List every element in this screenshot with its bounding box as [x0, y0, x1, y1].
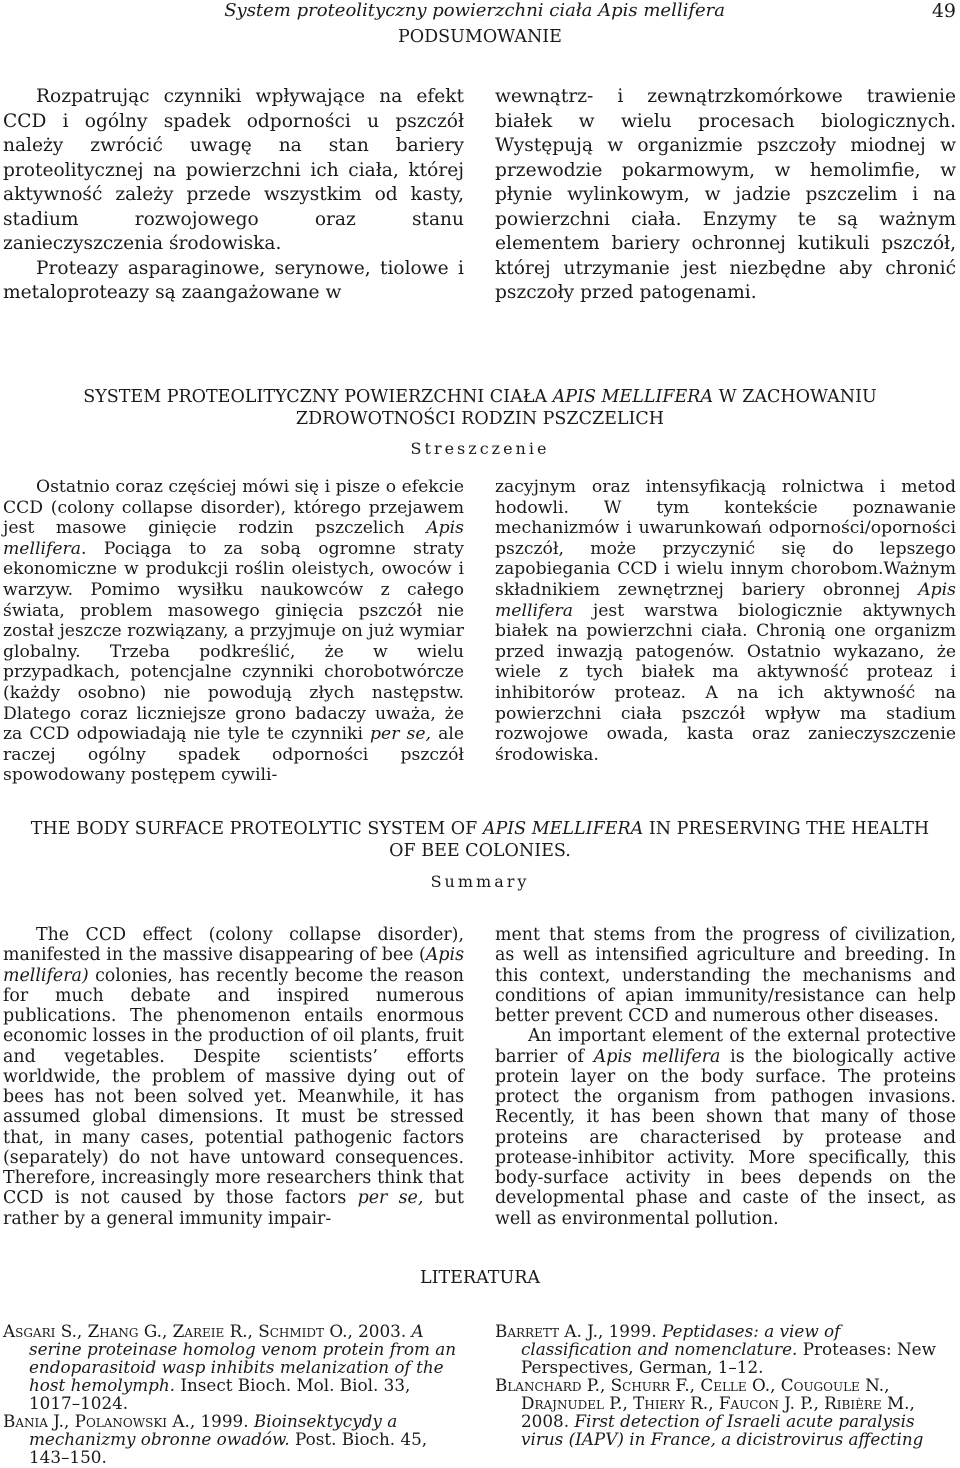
page-number: 49: [931, 0, 956, 22]
reference-authors: Bania J., Polanowski A., 1999.: [3, 1411, 249, 1431]
pl-abstract-paragraph-1: [3, 477, 464, 786]
podsumowanie-paragraph-3: wewnątrz- i zewnątrzkomórkowe trawienie białek w wielu procesach biologicznych. Występują w organizmie pszczoły miodnej w przewodzie pokarmowym, w hemolimfie, w płynie wylinkowym, w jadzie pszczelim i na powierzchni ciała. Enzymy te są ważnym elementem bariery ochronnej kutikuli pszczół, której utrzymanie jest niezbędne aby chronić pszczoły przed patogenami.: [495, 86, 956, 303]
en-title-part-2: IN PRESERVING THE HEALTH: [643, 819, 930, 839]
en-abs-text-d: An important element of the external protective barrier of: [495, 1026, 956, 1067]
en-abs-text-b: colonies, has recently become the reason for much debate and inspired numerous publications. The phenomenon entails enormous economic losses in the production of oil plants, fruit and vegetables. Despite scientists’ efforts worldwide, the problem of massive dying out of bees has not been solved yet. Meanwhile, it has assumed global dimensions. It must be stressed that, in many cases, potential pathogenic factors (separately) do not have untoward consequences. Therefore, increasingly more researchers think that CCD is not caused by those factors: [3, 965, 464, 1209]
pl-abs-text-d: zacyjnym oraz intensyfikacją rolnictwa i metod hodowli. W tym kontekście poznawanie mechanizmów i uwarunkowań odporności/oporności pszczół, może przyczynić się do lepszego zapobiegania CCD i wielu innym chorobom.Ważnym składnikiem zewnętrznej bariery obronnej: [495, 477, 956, 600]
en-abstract-subtitle: Summary: [430, 872, 530, 891]
en-abs-per-se: per se,: [357, 1188, 424, 1209]
reference-title: Peptidases: a view of classification and nomenclature.: [521, 1321, 841, 1359]
reference-title: First detection of Israeli acute paralysis virus (IAPV) in France, a dicistrovirus affecting: [521, 1411, 924, 1449]
en-abstract-title-line-2: OF BEE COLONIES.: [389, 841, 571, 861]
pl-abs-text-a: Ostatnio coraz częściej mówi się i pisze o efekcie CCD (colony collapse disorder), którego przejawem jest masowe ginięcie rodzin pszczelich: [3, 477, 464, 539]
reference-source: Insect Bioch. Mol. Biol. 33, 1017–1024.: [29, 1375, 411, 1413]
pl-abstract-right-column: [495, 477, 956, 765]
references-left-column: [3, 1322, 464, 1466]
pl-abs-per-se: per se,: [370, 724, 431, 745]
podsumowanie-right-column: [495, 85, 956, 306]
pl-title-part-1: SYSTEM PROTEOLITYCZNY POWIERZCHNI CIAŁA: [83, 387, 553, 407]
podsumowanie-heading: PODSUMOWANIE: [398, 27, 562, 47]
pl-abs-text-c: ale raczej ogólny spadek odporności pszczół spowodowany postępem cywili-: [3, 724, 464, 786]
reference-barrett: [495, 1322, 956, 1376]
en-title-species: APIS MELLIFERA: [482, 819, 644, 839]
pl-abs-text-e: jest warstwa biologicznie aktywnych białek na powierzchni ciała. Chronią one organizm przed inwazją patogenów. Ostatnio wykazano, że wiele z tych białek ma aktywność proteaz i inhibitorów proteaz. A na ich aktywność na powierzchni ciała pszczół wpływ ma stadium rozwojowe owada, kasta oraz zanieczyszczenie środowiska.: [495, 600, 956, 765]
reference-asgari: [3, 1322, 464, 1412]
pl-abs-text-b: . Pociąga to za sobą ogromne straty ekonomiczne w produkcji roślin oleistych, owoców i warzyw. Pomimo wysiłku naukowców z całego świata, problem masowego ginięcia pszczół nie został jeszcze rozwiązany, a przyjmuje on już wymiar globalny. Trzeba podkreślić, że w wielu przypadkach, potencjalne czynniki chorobotwórcze (każdy osobno) nie powodują złych następstw. Dlatego coraz liczniejsze grono badaczy uważa, że za CCD odpowiadają nie tyle te czynniki: [3, 538, 464, 745]
en-abs-text-c: but rather by a general immunity impair-: [3, 1188, 464, 1229]
podsumowanie-paragraph-2: Proteazy asparaginowe, serynowe, tiolowe i metaloproteazy są zaangażowane w: [3, 257, 464, 303]
en-abs-species-2: Apis mellifera: [593, 1046, 721, 1067]
running-header: [0, 0, 960, 22]
reference-bania: [3, 1412, 464, 1466]
pl-abs-species-2: Apis mellifera: [495, 579, 956, 621]
en-abs-species: Apis mellifera): [3, 945, 464, 986]
reference-authors: Asgari S., Zhang G., Zareie R., Schmidt O., 2003.: [3, 1321, 407, 1341]
literatura-heading: LITERATURA: [419, 1268, 541, 1288]
en-abstract-right-column: [495, 925, 956, 1229]
en-abs-text-a: The CCD effect (colony collapse disorder), manifested in the massive disappearing of bee (: [3, 925, 464, 966]
reference-title: A serine proteinase homolog venom protein from an endoparasitoid wasp inhibits melanization of the host hemolymph.: [29, 1321, 457, 1395]
reference-authors: Barrett A. J., 1999.: [495, 1321, 657, 1341]
reference-title: Bioinsektycydy a mechanizmy obronne owadów.: [29, 1411, 398, 1449]
reference-source: Proteases: New Perspectives, German, 1–12.: [521, 1339, 936, 1377]
en-abstract-paragraph-1: [3, 925, 464, 1229]
en-abstract-paragraph-2: ment that stems from the progress of civilization, as well as intensified agriculture and breeding. In this context, understanding the mechanisms and conditions of apian immunity/resistance can help better prevent CCD and numerous other diseases.: [495, 925, 956, 1026]
pl-abstract-title-line-2: ZDROWOTNOŚCI RODZIN PSZCZELICH: [295, 409, 665, 429]
pl-abstract-title: [0, 386, 960, 408]
reference-authors: Blanchard P., Schurr F., Celle O., Cougoule N., Drajnudel P., Thiery R., Faucon J. P., Ribière M., 2008.: [495, 1375, 915, 1431]
en-title-part-1: THE BODY SURFACE PROTEOLYTIC SYSTEM OF: [30, 819, 483, 839]
references-right-column: [495, 1322, 956, 1448]
reference-source: Post. Bioch. 45, 143–150.: [29, 1429, 428, 1467]
podsumowanie-left-column: [3, 85, 464, 306]
pl-title-species: APIS MELLIFERA: [552, 387, 714, 407]
en-abstract-paragraph-3: [495, 1026, 956, 1229]
en-abs-text-e: is the biologically active protein layer on the body surface. The proteins protect the organism from pathogen invasions. Recently, it has been shown that many of those proteins are characterised by protease and protease-inhibitor activity. More specifically, this body-surface activity in bees depends on the developmental phase and caste of the insect, as well as environmental pollution.: [495, 1046, 956, 1229]
en-abstract-title: [0, 818, 960, 840]
pl-abstract-paragraph-2: [495, 477, 956, 765]
en-abstract-left-column: [3, 925, 464, 1229]
pl-title-part-2: W ZACHOWANIU: [713, 387, 877, 407]
running-title: System proteolityczny powierzchni ciała Apis mellifera: [224, 0, 725, 21]
pl-abstract-subtitle: Streszczenie: [410, 439, 550, 458]
reference-blanchard: [495, 1376, 956, 1448]
pl-abstract-left-column: [3, 477, 464, 786]
pl-abs-species: Apis mellifera: [3, 518, 464, 559]
podsumowanie-paragraph-1: Rozpatrując czynniki wpływające na efekt CCD i ogólny spadek odporności u pszczół należy zwrócić uwagę na stan bariery proteolitycznej na powierzchni ich ciała, której aktywność zależy przede wszystkim od kasty, stadium rozwojowego oraz stanu zanieczyszczenia środowiska.: [3, 86, 464, 254]
